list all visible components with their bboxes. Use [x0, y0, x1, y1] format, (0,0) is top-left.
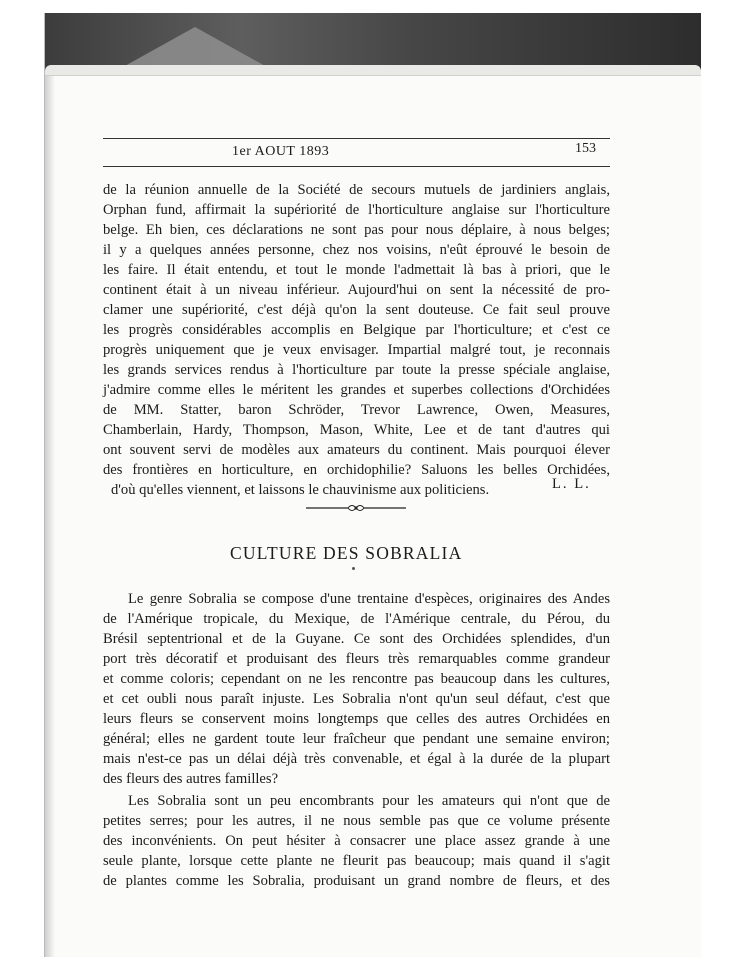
section-divider-ornament — [306, 500, 406, 516]
text-line: leurs fleurs se conservent moins longtemps que celles des autres Orchidées en — [103, 711, 610, 727]
text-line: seule plante, lorsque cette plante ne fleurit pas beaucoup; mais quand il s'agit — [103, 853, 610, 869]
text-line: petites serres; pour les autres, il ne nous semble pas que ce volume présente — [103, 813, 610, 829]
text-line: Orphan fund, affirmait la supériorité de l'horticulture anglaise sur l'horticulture — [103, 202, 610, 218]
text-line: et comme coloris; cependant on ne les rencontre pas beaucoup dans les cultures, — [103, 671, 610, 687]
text-line: mais n'est-ce pas un délai déjà très convenable, et égal à la durée de la plupart — [103, 751, 610, 767]
text-line: j'admire comme elles le méritent les grandes et superbes collections d'Orchidées — [103, 382, 610, 398]
page-side-shadow — [45, 75, 55, 957]
text-line: les faire. Il était entendu, et tout le monde l'admettait là bas à priori, que le — [103, 262, 610, 278]
text-line: de l'Amérique tropicale, du Mexique, de l'Amérique centrale, du Pérou, du — [103, 611, 610, 627]
text-line: de MM. Statter, baron Schröder, Trevor Lawrence, Owen, Measures, — [103, 402, 610, 418]
text-line: les progrès considérables accomplis en Belgique par l'horticulture; et c'est ce — [103, 322, 610, 338]
text-line: continent était à un niveau inférieur. Aujourd'hui on sent la nécessité de pro- — [103, 282, 610, 298]
text-line: d'où qu'elles viennent, et laissons le chauvinisme aux politiciens. — [111, 482, 490, 498]
text-line: Brésil septentrional et de la Guyane. Ce sont des Orchidées splendides, d'un — [103, 631, 610, 647]
text-line: ont souvent servi de modèles aux amateurs du continent. Mais pourquoi élever — [103, 442, 610, 458]
text-line: général; elles ne gardent toute leur fraîcheur que pendant une semaine environ; — [103, 731, 610, 747]
text-line: des fleurs des autres familles? — [103, 771, 279, 787]
text-line: Le genre Sobralia se compose d'une trentaine d'espèces, originaires des Andes — [128, 591, 610, 607]
text-line: des inconvénients. On peut hésiter à consacrer une place assez grande à une — [103, 833, 610, 849]
text-line: Chamberlain, Hardy, Thompson, Mason, White, Lee et de tant d'autres qui — [103, 422, 610, 438]
text-line: les grands services rendus à l'horticulture par toute la presse spéciale anglaise, — [103, 362, 610, 378]
text-line: clamer une supériorité, c'est déjà qu'on la sent douteuse. Ce fait seul prouve — [103, 302, 610, 318]
page-number: 153 — [575, 141, 596, 156]
text-line: de plantes comme les Sobralia, produisant un grand nombre de fleurs, et des — [103, 873, 610, 889]
text-line: belge. Eh bien, ces déclarations ne sont pas pour nous déplaire, à nous belges; — [103, 222, 610, 238]
header-rule-top — [103, 138, 610, 139]
header-rule-bottom — [103, 166, 610, 167]
header-date: 1er AOUT 1893 — [232, 144, 330, 159]
author-signature: L. L. — [552, 476, 591, 492]
text-line: des frontières en horticulture, en orchidophilie? Saluons les belles Orchidées, — [103, 462, 610, 478]
title-dot — [352, 567, 355, 570]
text-line: de la réunion annuelle de la Société de secours mutuels de jardiniers anglais, — [103, 182, 610, 198]
text-line: port très décoratif et produisant des fleurs très remarquables comme grandeur — [103, 651, 610, 667]
section-title: CULTURE DES SOBRALIA — [230, 543, 463, 563]
text-line: Les Sobralia sont un peu encombrants pour les amateurs qui n'ont que de — [128, 793, 610, 809]
text-line: il y a quelques années personne, chez nos voisins, n'eût éprouvé le besoin de — [103, 242, 610, 258]
text-line: et cet oubli nous paraît injuste. Les Sobralia n'ont qu'un seul défaut, c'est que — [103, 691, 610, 707]
text-line: progrès uniquement que je veux envisager. Impartial malgré tout, je reconnais — [103, 342, 610, 358]
